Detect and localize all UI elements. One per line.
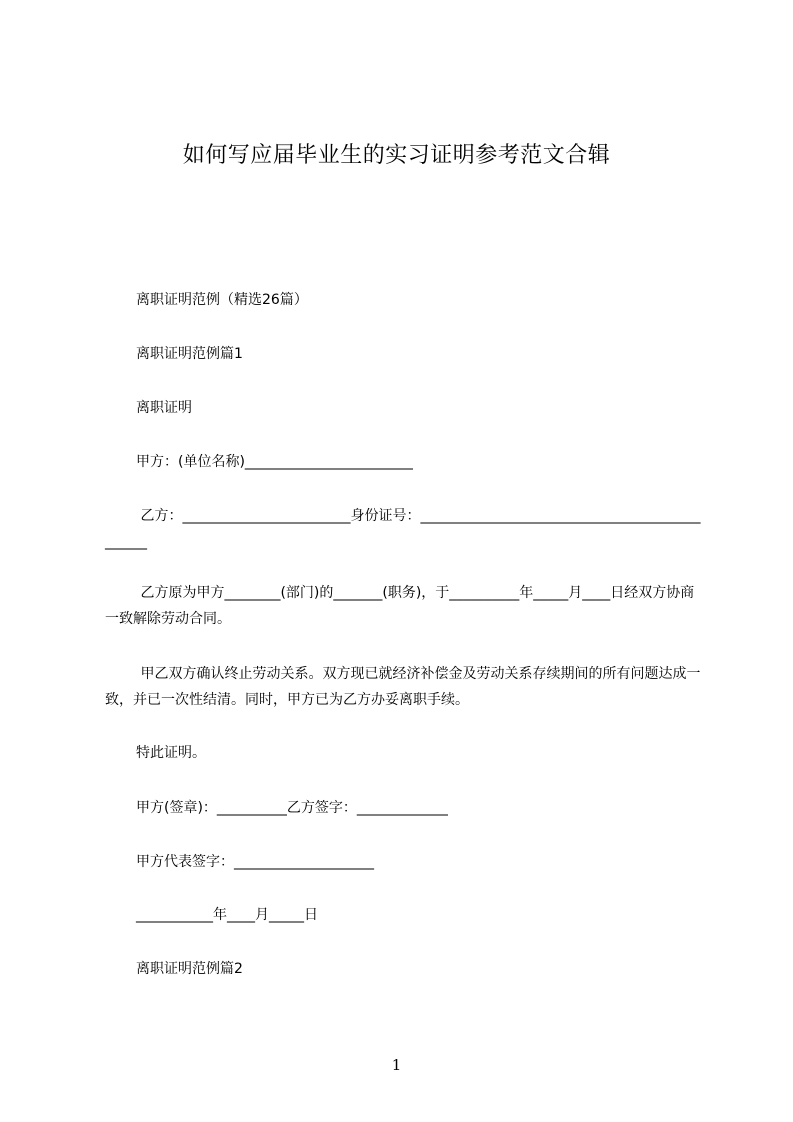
- paragraph-certificate-heading: 离职证明: [136, 400, 192, 416]
- paragraph-signatures: 甲方(签章)：__________乙方签字：_____________: [136, 800, 448, 816]
- paragraph-termination-confirmation: 甲乙双方确认终止劳动关系。双方现已就经济补偿金及劳动关系存续期间的所有问题达成一致，并已一次性结清。同时，甲方已为乙方办妥离职手续。: [105, 666, 701, 708]
- paragraph-example-2-heading: 离职证明范例篇2: [136, 961, 243, 977]
- paragraph-party-a: 甲方：(单位名称)________________________: [136, 454, 413, 470]
- document-title: 如何写应届毕业生的实习证明参考范文合辑: [182, 143, 611, 168]
- page-number: 1: [391, 1056, 402, 1074]
- paragraph-collection-heading: 离职证明范例（精选26篇）: [136, 292, 308, 308]
- paragraph-representative-signature: 甲方代表签字：____________________: [136, 854, 374, 870]
- paragraph-date: ___________年____月_____日: [136, 907, 318, 923]
- paragraph-hereby-certify: 特此证明。: [136, 745, 206, 761]
- paragraph-example-1-heading: 离职证明范例篇1: [136, 346, 243, 362]
- paragraph-employment-terminated: 乙方原为甲方________(部门)的_______(职务)，于__________年_____月____日经双方协商一致解除劳动合同。: [105, 585, 695, 627]
- paragraph-party-b-id: 乙方：________________________身份证号：______________________________________________: [105, 508, 701, 550]
